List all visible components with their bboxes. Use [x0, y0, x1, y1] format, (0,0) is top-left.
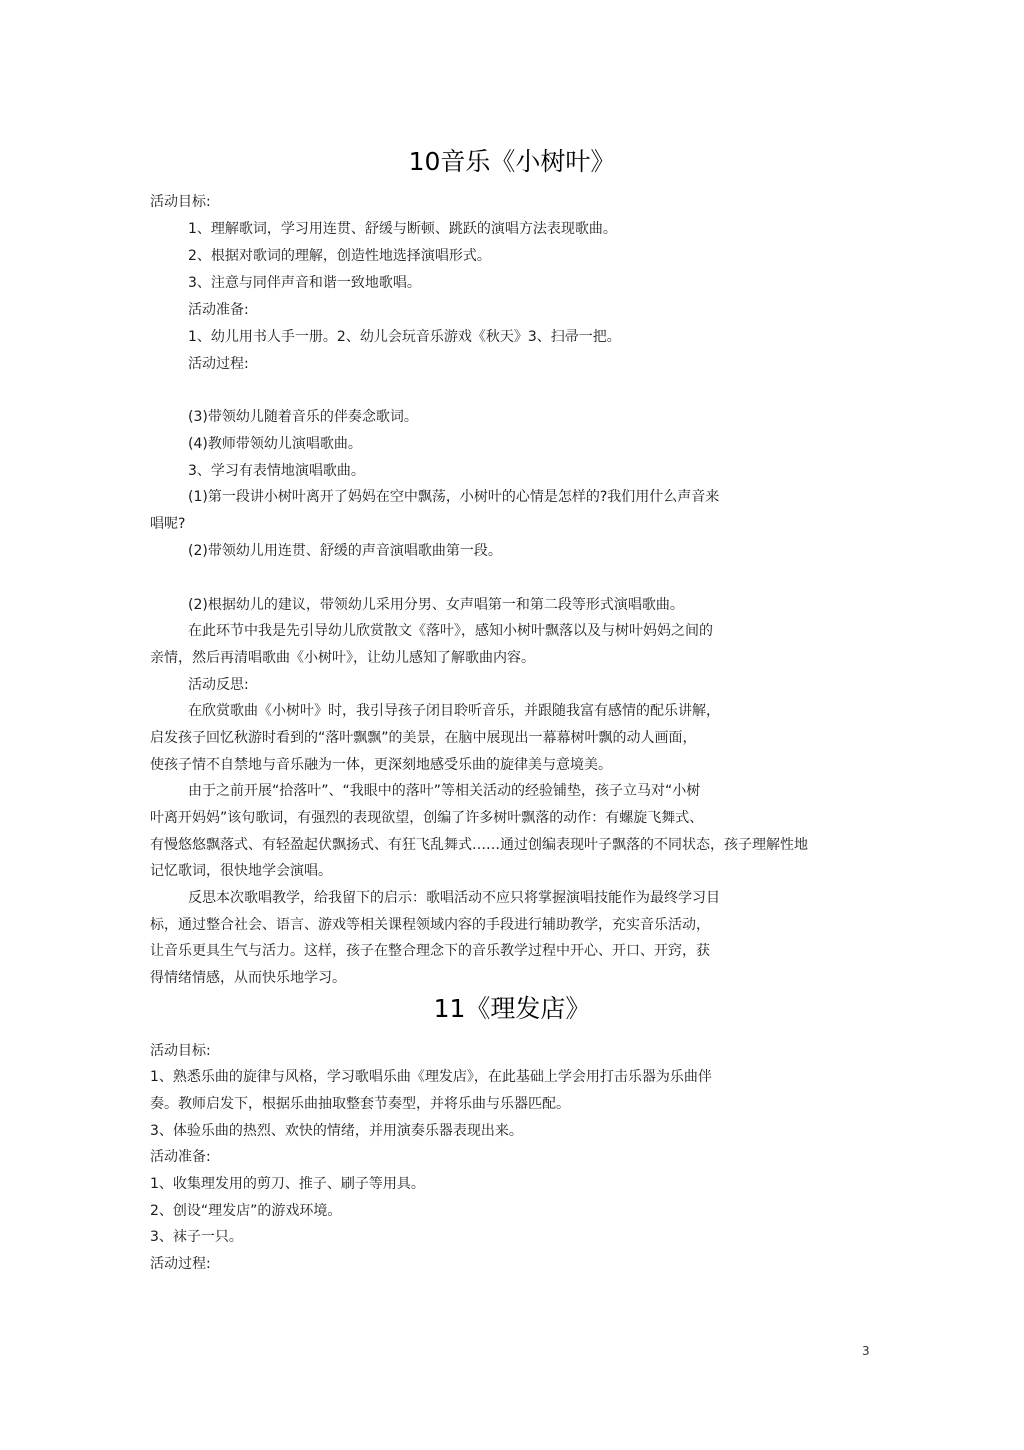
goals-heading: 活动目标: [150, 1043, 211, 1059]
reflection-line: 得情绪情感，从而快乐地学习。 [150, 970, 346, 986]
goal-item: 3、注意与同伴声音和谐一致地歌唱。 [188, 275, 421, 291]
process-item: (1)第一段讲小树叶离开了妈妈在空中飘荡，小树叶的心情是怎样的?我们用什么声音来 [188, 489, 720, 505]
prep-item: 2、创设“理发店”的游戏环境。 [150, 1203, 342, 1219]
goal-item-cont: 奏。教师启发下，根据乐曲抽取整套节奏型，并将乐曲与乐器匹配。 [150, 1096, 570, 1112]
process-item: (4)教师带领幼儿演唱歌曲。 [188, 436, 362, 452]
reflection-line: 由于之前开展“拾落叶”、“我眼中的落叶”等相关活动的经验铺垫，孩子立马对“小树 [188, 783, 701, 799]
prep-item: 1、收集理发用的剪刀、推子、刷子等用具。 [150, 1176, 425, 1192]
prep-heading: 活动准备: [188, 302, 249, 318]
goal-item: 1、熟悉乐曲的旋律与风格，学习歌唱乐曲《理发店》，在此基础上学会用打击乐器为乐曲伴 [150, 1069, 712, 1085]
goal-item: 3、体验乐曲的热烈、欢快的情绪，并用演奏乐器表现出来。 [150, 1123, 523, 1139]
process-heading: 活动过程: [188, 356, 249, 372]
section-10-title: 10音乐《小树叶》 [408, 147, 616, 176]
reflection-line: 反思本次歌唱教学，给我留下的启示：歌唱活动不应只将掌握演唱技能作为最终学习目 [188, 890, 720, 906]
process-item: (2)带领幼儿用连贯、舒缓的声音演唱歌曲第一段。 [188, 543, 502, 559]
prep-heading: 活动准备: [150, 1149, 211, 1165]
reflection-heading: 活动反思: [188, 677, 249, 693]
process-item: (3)带领幼儿随着音乐的伴奏念歌词。 [188, 409, 418, 425]
reflection-line: 让音乐更具生气与活力。这样，孩子在整合理念下的音乐教学过程中开心、开口、开窍，获 [150, 943, 710, 959]
reflection-line: 叶离开妈妈”该句歌词，有强烈的表现欲望，创编了许多树叶飘落的动作：有螺旋飞舞式、 [150, 810, 704, 826]
page-number: 3 [862, 1344, 870, 1358]
reflection-line: 记忆歌词，很快地学会演唱。 [150, 863, 332, 879]
prep-item: 3、袜子一只。 [150, 1229, 243, 1245]
section-11-title: 11《理发店》 [433, 994, 591, 1023]
reflection-line: 启发孩子回忆秋游时看到的“落叶飘飘”的美景，在脑中展现出一幕幕树叶飘的动人画面， [150, 730, 697, 746]
process-item: (2)根据幼儿的建议，带领幼儿采用分男、女声唱第一和第二段等形式演唱歌曲。 [188, 597, 684, 613]
process-item-cont: 亲情，然后再清唱歌曲《小树叶》，让幼儿感知了解歌曲内容。 [150, 650, 535, 666]
process-item: 3、学习有表情地演唱歌曲。 [188, 463, 365, 479]
reflection-line: 使孩子情不自禁地与音乐融为一体，更深刻地感受乐曲的旋律美与意境美。 [150, 757, 612, 773]
goal-item: 2、根据对歌词的理解，创造性地选择演唱形式。 [188, 248, 491, 264]
process-heading: 活动过程: [150, 1256, 211, 1272]
reflection-line: 有慢悠悠飘落式、有轻盈起伏飘扬式、有狂飞乱舞式……通过创编表现叶子飘落的不同状态，孩子理解性地 [150, 837, 808, 853]
goals-heading: 活动目标: [150, 194, 211, 210]
reflection-line: 在欣赏歌曲《小树叶》时，我引导孩子闭目聆听音乐，并跟随我富有感情的配乐讲解， [188, 703, 720, 719]
reflection-line: 标，通过整合社会、语言、游戏等相关课程领域内容的手段进行辅助教学，充实音乐活动， [150, 917, 710, 933]
process-item: 在此环节中我是先引导幼儿欣赏散文《落叶》，感知小树叶飘落以及与树叶妈妈之间的 [188, 623, 713, 639]
process-item-cont: 唱呢? [150, 516, 186, 532]
prep-item: 1、幼儿用书人手一册。2、幼儿会玩音乐游戏《秋天》3、扫帚一把。 [188, 329, 621, 345]
goal-item: 1、理解歌词，学习用连贯、舒缓与断顿、跳跃的演唱方法表现歌曲。 [188, 221, 617, 237]
